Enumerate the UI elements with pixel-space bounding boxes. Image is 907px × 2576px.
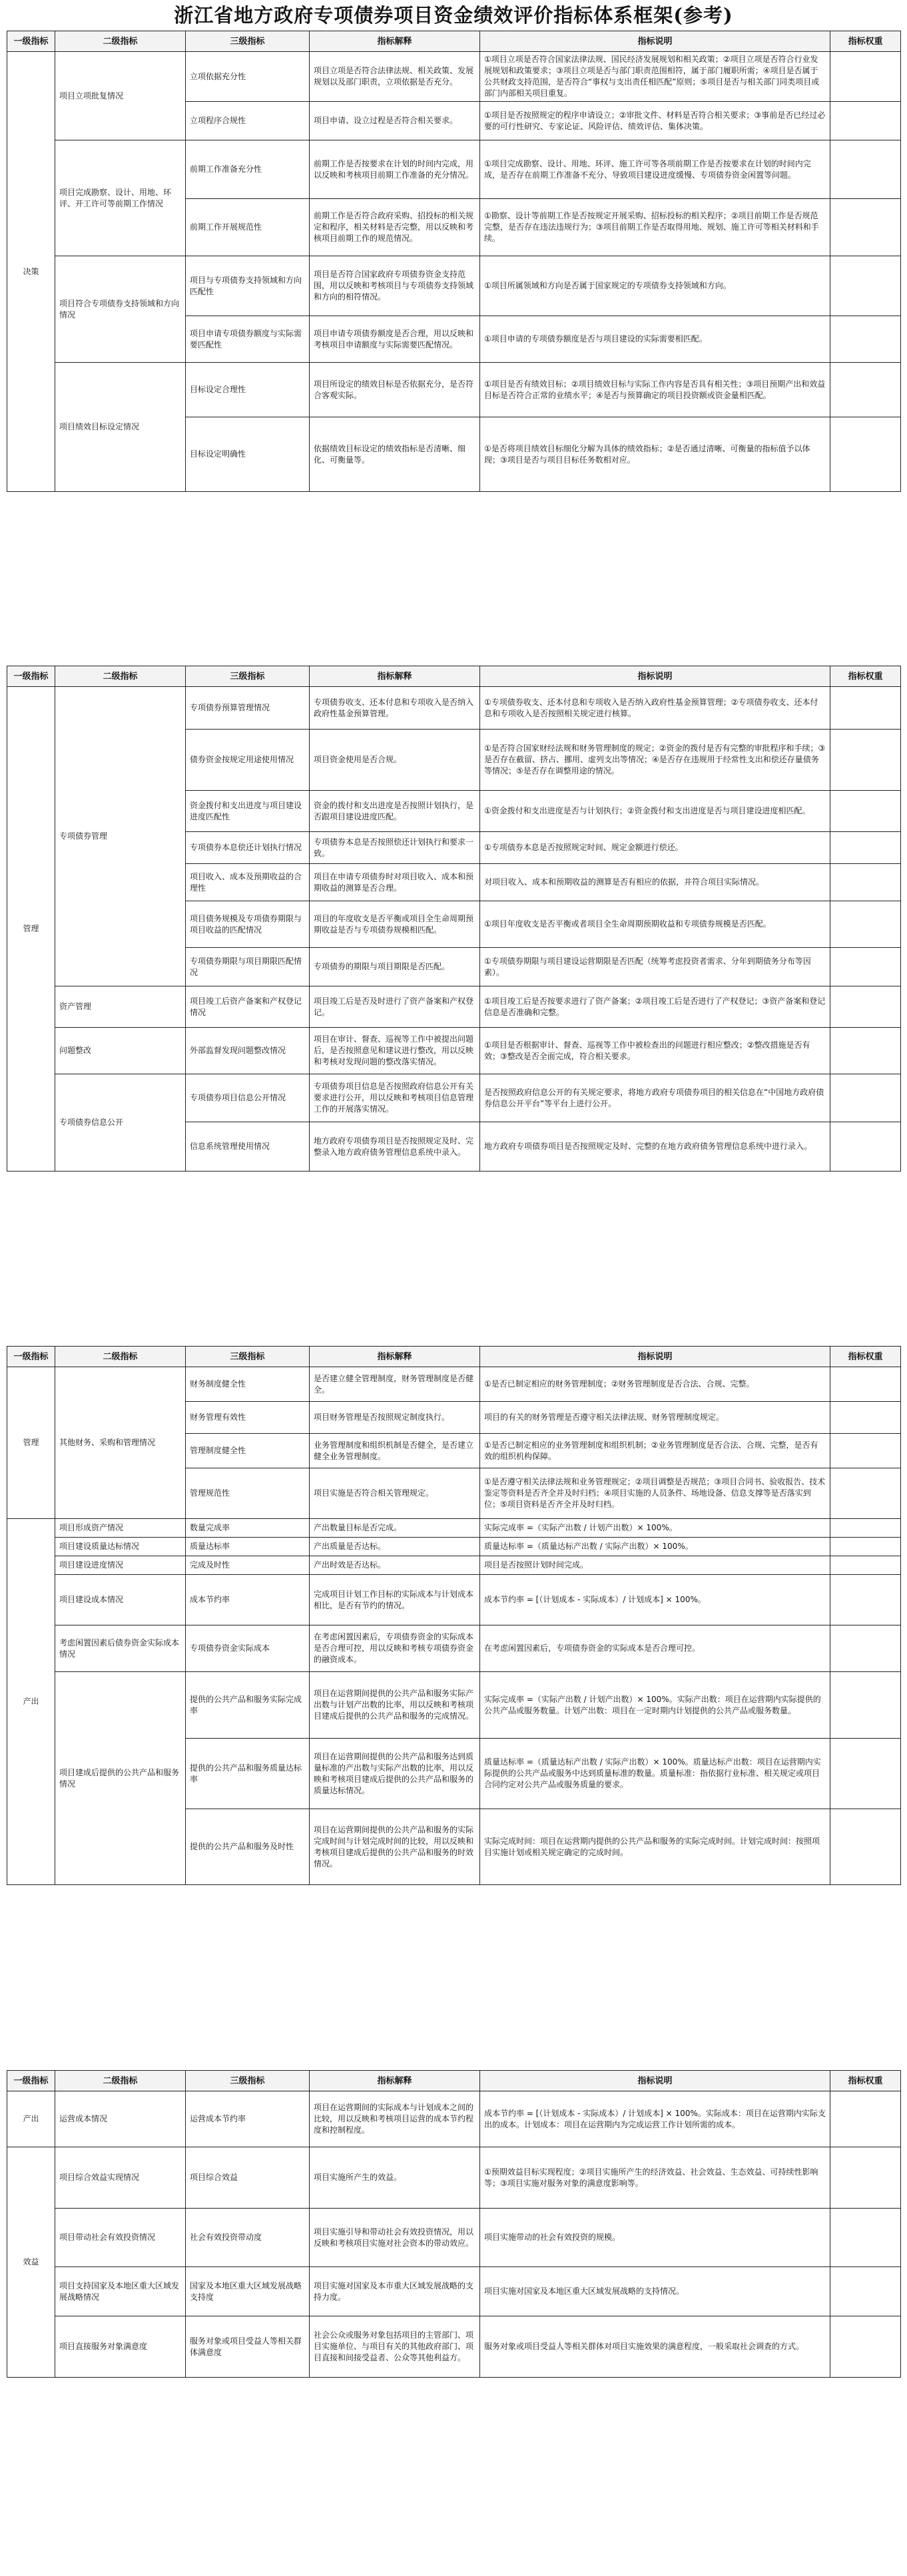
indicator-explanation: 项目是否符合国家政府专项债券资金支持范围，用以反映和考核项目与专项债券支持领域和方向的相符情况。 [310,256,480,316]
level3-indicator: 财务制度健全性 [186,1367,310,1402]
indicator-explanation: 完成项目计划工作目标的实际成本与计划成本相比，是否有节约的情况。 [310,1575,480,1625]
indicator-explanation: 项目在运营期间提供的公共产品和服务实际产出数与计划产出数的比率，用以反映和考核项目建成后提供的公共产品和服务的完成情况。 [310,1672,480,1739]
indicator-description: 成本节约率 = [（计划成本 - 实际成本）/ 计划成本] × 100%。实际成本：项目在运营期内实际支出的成本。计划成本：项目在运营期内为完成运营工作计划所需的成本。 [480,2091,830,2147]
weight-cell [830,199,901,256]
level2-indicator: 项目带动社会有效投资情况 [55,2209,186,2267]
level3-indicator: 项目收入、成本及预期收益的合理性 [186,864,310,901]
level2-indicator: 考虑闲置因素后债券资金实际成本情况 [55,1625,186,1672]
table-row [7,2091,901,2147]
weight-cell [830,2147,901,2209]
level3-indicator: 前期工作准备充分性 [186,140,310,199]
table-row [7,1519,901,1538]
indicator-explanation: 项目立项是否符合法律法规、相关政策、发展规划以及部门职责，立项依据是否充分。 [310,52,480,102]
header-row [7,1347,901,1367]
level2-indicator: 专项债券管理 [55,687,186,986]
weight-cell [830,417,901,492]
table-row [7,1538,901,1556]
level2-indicator: 项目建设成本情况 [55,1575,186,1625]
level3-indicator: 外部监督发现问题整改情况 [186,1028,310,1074]
table-row [7,687,901,730]
indicator-explanation: 地方政府专项债券项目是否按照规定及时、完整录入地方政府债务管理信息系统中录入。 [310,1122,480,1172]
column-header: 指标解释 [310,666,480,687]
indicator-explanation: 产出质量是否达标。 [310,1538,480,1556]
weight-cell [830,1122,901,1172]
indicator-description: ①专项债券本息是否按照规定时间、规定金额进行偿还。 [480,832,830,864]
weight-cell [830,256,901,316]
column-header: 指标权重 [830,1347,901,1367]
weight-cell [830,1519,901,1538]
column-header: 指标说明 [480,666,830,687]
weight-cell [830,1672,901,1739]
column-header: 指标解释 [310,2071,480,2091]
column-header: 指标权重 [830,31,901,52]
level2-indicator: 问题整改 [55,1028,186,1074]
indicator-description: 在考虑闲置因素后，专项债券资金的实际成本是否合理可控。 [480,1625,830,1672]
level3-indicator: 质量达标率 [186,1538,310,1556]
indicator-explanation: 项目竣工后是否及时进行了资产备案和产权登记。 [310,986,480,1028]
indicator-explanation: 项目实施引导和带动社会有效投资情况，用以反映和考核项目实施对社会资本的带动效应。 [310,2209,480,2267]
header-row [7,666,901,687]
indicator-description: ①项目是否有绩效目标；②项目绩效目标与实际工作内容是否具有相关性；③项目预期产出和效益目标是否符合正常的业绩水平；④是否与预算确定的项目投资额或资金量相匹配。 [480,363,830,417]
weight-cell [830,140,901,199]
level2-indicator: 专项债券信息公开 [55,1074,186,1172]
weight-cell [830,1074,901,1122]
indicator-description: 对项目收入、成本和预期收益的测算是否有相应的依据，并符合项目实际情况。 [480,864,830,901]
indicator-description: 实际完成时间：项目在运营期内提供的公共产品和服务的实际完成时间。计划完成时间：按照项目实施计划或相关规定确定的完成时间。 [480,1809,830,1885]
indicator-explanation: 项目的年度收支是否平衡或项目全生命周期预期收益是否与专项债券规模相匹配。 [310,901,480,948]
column-header: 指标说明 [480,1347,830,1367]
column-header: 指标权重 [830,2071,901,2091]
column-header: 三级指标 [186,2071,310,2091]
table-row [7,2267,901,2316]
level3-indicator: 成本节约率 [186,1575,310,1625]
indicator-explanation: 产出数量目标是否完成。 [310,1519,480,1538]
level2-indicator: 项目综合效益实现情况 [55,2147,186,2209]
weight-cell [830,2209,901,2267]
weight-cell [830,1402,901,1434]
table-row [7,2316,901,2378]
indicator-table-1 [7,31,901,492]
weight-cell [830,316,901,363]
level3-indicator: 信息系统管理使用情况 [186,1122,310,1172]
indicator-description: ①项目完成勘察、设计、用地、环评、施工许可等各项前期工作是否按要求在计划的时间内完成，是否存在前期工作准备不充分、导致项目建设进度缓慢、专项债券资金闲置等问题。 [480,140,830,199]
header-row [7,31,901,52]
weight-cell [830,832,901,864]
level3-indicator: 社会有效投资带动度 [186,2209,310,2267]
indicator-description: ①专项债券收支、还本付息和专项收入是否纳入政府性基金预算管理；②专项债券收支、还本付息和专项收入是否按照相关规定进行核算。 [480,687,830,730]
level2-indicator: 项目完成勘察、设计、用地、环评、开工许可等前期工作情况 [55,140,186,256]
indicator-description: 实际完成率 =（实际产出数 / 计划产出数）× 100%。实际产出数：项目在运营期内实际提供的公共产品或服务数量。计划产出数：项目在一定时期内计划提供的公共产品或服务数量。 [480,1672,830,1739]
indicator-explanation: 产出时效是否达标。 [310,1556,480,1575]
indicator-description: ①专项债券期限与项目建设运营期限是否匹配（统筹考虑投资者需求、分年到期债务分布等因素）。 [480,948,830,986]
level3-indicator: 运营成本节约率 [186,2091,310,2147]
weight-cell [830,363,901,417]
level2-indicator: 项目建成后提供的公共产品和服务情况 [55,1672,186,1885]
level3-indicator: 项目综合效益 [186,2147,310,2209]
indicator-table-4 [7,2070,901,2378]
level3-indicator: 专项债券预算管理情况 [186,687,310,730]
level3-indicator: 专项债券资金实际成本 [186,1625,310,1672]
weight-cell [830,1739,901,1809]
column-header: 指标权重 [830,666,901,687]
weight-cell [830,52,901,102]
weight-cell [830,1538,901,1556]
indicator-explanation: 前期工作是否符合政府采购、招投标的相关规定和程序，相关材料是否完整，用以反映和考核项目前期工作的规范情况。 [310,199,480,256]
weight-cell [830,864,901,901]
level2-indicator: 项目形成资产情况 [55,1519,186,1538]
level1-indicator: 产出 [7,1519,55,1885]
column-header: 三级指标 [186,1347,310,1367]
table-row [7,1625,901,1672]
indicator-explanation: 项目财务管理是否按照规定制度执行。 [310,1402,480,1434]
table-row [7,256,901,316]
table-row [7,1074,901,1122]
weight-cell [830,1625,901,1672]
header-row [7,2071,901,2091]
level3-indicator: 项目与专项债券支持领域和方向匹配性 [186,256,310,316]
indicator-description: ①资金拨付和支出进度是否与计划执行；②资金拨付和支出进度是否与项目建设进度相匹配。 [480,791,830,832]
indicator-description: 项目实施对国家及本地区重大区域发展战略的支持情况。 [480,2267,830,2316]
weight-cell [830,2267,901,2316]
level3-indicator: 完成及时性 [186,1556,310,1575]
weight-cell [830,1434,901,1468]
indicator-description: 项目实施带动的社会有效投资的规模。 [480,2209,830,2267]
level3-indicator: 提供的公共产品和服务质量达标率 [186,1739,310,1809]
level3-indicator: 立项程序合规性 [186,102,310,140]
table-row [7,1367,901,1402]
level3-indicator: 债券资金按规定用途使用情况 [186,730,310,791]
level3-indicator: 国家及本地区重大区域发展战略支持度 [186,2267,310,2316]
level3-indicator: 数量完成率 [186,1519,310,1538]
indicator-explanation: 项目实施是否符合相关管理规定。 [310,1468,480,1519]
indicator-description: ①是否遵守相关法律法规和业务管理规定；②项目调整是否规范；③项目合同书、验收报告、技术鉴定等资料是否齐全并及时归档；④项目实施的人员条件、场地设备、信息支撑等是否落实到位；⑤项目资料是否齐全并及时归档。 [480,1468,830,1519]
indicator-description: ①勘察、设计等前期工作是否按规定开展采购、招标投标的相关程序；②项目前期工作是否规范完整，是否存在违法违规行为；③项目前期工作是否取得用地、规划、施工许可等相关材料和手续。 [480,199,830,256]
level2-indicator: 运营成本情况 [55,2091,186,2147]
level3-indicator: 目标设定合理性 [186,363,310,417]
column-header: 二级指标 [55,31,186,52]
indicator-explanation: 是否建立健全管理制度，财务管理制度是否健全。 [310,1367,480,1402]
weight-cell [830,102,901,140]
table-row [7,2209,901,2267]
indicator-explanation: 资金的拨付和支出进度是否按照计划执行，是否跟项目建设进度匹配。 [310,791,480,832]
column-header: 二级指标 [55,666,186,687]
level1-indicator: 管理 [7,687,55,1172]
indicator-description: ①是否已制定相应的业务管理制度和组织机制；②业务管理制度是否合法、合规、完整，是否有效的组织机构保障。 [480,1434,830,1468]
indicator-table-3 [7,1346,901,1885]
indicator-explanation: 项目在运营期间提供的公共产品和服务的实际完成时间与计划完成时间的比较，用以反映和考核项目建成后提供的公共产品和服务的时效情况。 [310,1809,480,1885]
indicator-explanation: 项目资金使用是否合规。 [310,730,480,791]
indicator-description: 服务对象或项目受益人等相关群体对项目实施效果的满意程度，一般采取社会调查的方式。 [480,2316,830,2378]
indicator-explanation: 项目实施所产生的效益。 [310,2147,480,2209]
indicator-description: ①项目所属领域和方向是否属于国家规定的专项债券支持领域和方向。 [480,256,830,316]
column-header: 一级指标 [7,1347,55,1367]
column-header: 一级指标 [7,666,55,687]
indicator-description: 项目的有关的财务管理是否遵守相关法律法规、财务管理制度规定。 [480,1402,830,1434]
level1-indicator: 产出 [7,2091,55,2147]
level3-indicator: 立项依据充分性 [186,52,310,102]
weight-cell [830,2091,901,2147]
indicator-description: ①项目申请的专项债券额度是否与项目建设的实际需要相匹配。 [480,316,830,363]
indicator-description: 地方政府专项债券项目是否按照规定及时、完整的在地方政府债务管理信息系统中进行录入。 [480,1122,830,1172]
indicator-explanation: 社会公众或服务对象包括项目的主管部门、项目实施单位、与项目有关的其他政府部门、项目直接和间接受益者、公众等其他利益方。 [310,2316,480,2378]
page-title: 浙江省地方政府专项债券项目资金绩效评价指标体系框架(参考) [174,4,733,27]
indicator-explanation: 前期工作是否按要求在计划的时间内完成，用以反映和考核项目前期工作准备的充分情况。 [310,140,480,199]
level3-indicator: 资金拨付和支出进度与项目建设进度匹配性 [186,791,310,832]
indicator-description: 质量达标率 =（质量达标产出数 / 实际产出数）× 100%。质量达标产出数：项目在运营期内实际提供的公共产品或服务中达到质量标准的数量。质量标准：指依据行业标准、相关规定或项目合同约定对公共产品或服务质量的要求。 [480,1739,830,1809]
indicator-explanation: 专项债券的期限与项目期限是否匹配。 [310,948,480,986]
indicator-explanation: 项目在审计、督查、巡视等工作中被提出问题后，是否按照意见和建议进行整改，用以反映和考核对发现问题的整改落实情况。 [310,1028,480,1074]
indicator-description: ①是否符合国家财经法规和财务管理制度的规定；②资金的拨付是否有完整的审批程序和手续；③是否存在截留、挤占、挪用、虚列支出等情况；④是否存在违规用于经常性支出和偿还存量债务等情况；⑤是否存在调整用途的情况。 [480,730,830,791]
level3-indicator: 服务对象或项目受益人等相关群体满意度 [186,2316,310,2378]
weight-cell [830,687,901,730]
level3-indicator: 项目债务规模及专项债券期限与项目收益的匹配情况 [186,901,310,948]
column-header: 三级指标 [186,31,310,52]
indicator-explanation: 项目申请、设立过程是否符合相关要求。 [310,102,480,140]
column-header: 指标解释 [310,31,480,52]
level3-indicator: 财务管理有效性 [186,1402,310,1434]
weight-cell [830,1028,901,1074]
weight-cell [830,986,901,1028]
level2-indicator: 项目立项批复情况 [55,52,186,140]
level3-indicator: 专项债券项目信息公开情况 [186,1074,310,1122]
weight-cell [830,2316,901,2378]
indicator-explanation: 业务管理制度和组织机制是否健全，是否建立健全业务管理制度。 [310,1434,480,1468]
indicator-explanation: 项目实施对国家及本市重大区域发展战略的支持力度。 [310,2267,480,2316]
weight-cell [830,1575,901,1625]
indicator-description: ①项目是否按照规定的程序申请设立；②审批文件、材料是否符合相关要求；③事前是否已经过必要的可行性研究、专家论证、风险评估、绩效评估、集体决策。 [480,102,830,140]
column-header: 一级指标 [7,2071,55,2091]
level3-indicator: 项目申请专项债券额度与实际需要匹配性 [186,316,310,363]
indicator-explanation: 专项债券项目信息是否按照政府信息公开有关要求进行公开，用以反映和考核项目信息管理工作的开展落实情况。 [310,1074,480,1122]
level3-indicator: 专项债券期限与项目期限匹配情况 [186,948,310,986]
indicator-description: ①是否已制定相应的财务管理制度；②财务管理制度是否合法、合规、完整。 [480,1367,830,1402]
indicator-description: ①项目是否根据审计、督查、巡视等工作中被检查出的问题进行相应整改；②整改措施是否有效；③整改是否全面完成，符合相关要求。 [480,1028,830,1074]
indicator-description: 是否按照政府信息公开的有关规定要求，将地方政府专项债券项目的相关信息在“中国地方政府债券信息公开平台”等平台上进行公开。 [480,1074,830,1122]
level2-indicator: 其他财务、采购和管理情况 [55,1367,186,1519]
level1-indicator: 决策 [7,52,55,492]
indicator-explanation: 项目在申请专项债券时对项目收入、成本和预期收益的测算是否合理。 [310,864,480,901]
indicator-explanation: 专项债券收支、还本付息和专项收入是否纳入政府性基金预算管理。 [310,687,480,730]
indicator-explanation: 项目在运营期间的实际成本与计划成本之间的比较，用以反映和考核项目运营的成本节约程度和控制程度。 [310,2091,480,2147]
level2-indicator: 项目符合专项债券支持领域和方向情况 [55,256,186,363]
table-row [7,1028,901,1074]
indicator-description: ①项目立项是否符合国家法律法规、国民经济发展规划和相关政策；②项目立项是否符合行业发展规划和政策要求；③项目立项是否与部门职责范围相符，属于部门履职所需；④项目是否属于公共财政支持范围，是否符合“事权与支出责任相匹配”原则；⑤项目是否与相关部门同类项目或部门内部相关项目重复。 [480,52,830,102]
indicator-description: ①是否将项目绩效目标细化分解为具体的绩效指标；②是否通过清晰、可衡量的指标值予以体现；③项目是否与项目目标任务数相对应。 [480,417,830,492]
indicator-explanation: 项目申请专项债券额度是否合理，用以反映和考核项目申请额度与实际需要匹配情况。 [310,316,480,363]
indicator-explanation: 依据绩效目标设定的绩效指标是否清晰、细化、可衡量等。 [310,417,480,492]
column-header: 指标解释 [310,1347,480,1367]
indicator-description: 项目是否按照计划时间完成。 [480,1556,830,1575]
level3-indicator: 目标设定明确性 [186,417,310,492]
level2-indicator: 资产管理 [55,986,186,1028]
table-row [7,363,901,417]
indicator-description: 实际完成率 =（实际产出数 / 计划产出数）× 100%。 [480,1519,830,1538]
table-row [7,140,901,199]
column-header: 指标说明 [480,2071,830,2091]
column-header: 三级指标 [186,666,310,687]
table-row [7,986,901,1028]
weight-cell [830,901,901,948]
level3-indicator: 项目竣工后资产备案和产权登记情况 [186,986,310,1028]
table-row [7,2147,901,2209]
level3-indicator: 提供的公共产品和服务及时性 [186,1809,310,1885]
indicator-description: ①项目竣工后是否按要求进行了资产备案；②项目竣工后是否进行了产权登记；③资产备案和登记信息是否准确和完整。 [480,986,830,1028]
column-header: 二级指标 [55,2071,186,2091]
indicator-description: ①项目年度收支是否平衡或者项目全生命周期预期收益和专项债券规模是否匹配。 [480,901,830,948]
indicator-description: 质量达标率 =（质量达标产出数 / 实际产出数）× 100%。 [480,1538,830,1556]
level2-indicator: 项目直接服务对象满意度 [55,2316,186,2378]
level1-indicator: 效益 [7,2147,55,2378]
column-header: 一级指标 [7,31,55,52]
level3-indicator: 专项债券本息偿还计划执行情况 [186,832,310,864]
indicator-explanation: 在考虑闲置因素后，专项债券资金的实际成本是否合理可控，用以反映和考核专项债券资金的融资成本。 [310,1625,480,1672]
indicator-description: ①预期效益目标实现程度；②项目实施所产生的经济效益、社会效益、生态效益、可持续性影响等；③项目实施对服务对象的满意度影响等。 [480,2147,830,2209]
weight-cell [830,730,901,791]
column-header: 指标说明 [480,31,830,52]
level1-indicator: 管理 [7,1367,55,1519]
table-row [7,1556,901,1575]
weight-cell [830,791,901,832]
level3-indicator: 管理制度健全性 [186,1434,310,1468]
level2-indicator: 项目支持国家及本地区重大区域发展战略情况 [55,2267,186,2316]
level2-indicator: 项目建设质量达标情况 [55,1538,186,1556]
level3-indicator: 提供的公共产品和服务实际完成率 [186,1672,310,1739]
column-header: 二级指标 [55,1347,186,1367]
weight-cell [830,1556,901,1575]
weight-cell [830,1468,901,1519]
table-row [7,52,901,102]
indicator-table-2 [7,666,901,1172]
level3-indicator: 前期工作开展规范性 [186,199,310,256]
table-row [7,1575,901,1625]
table-row [7,1672,901,1739]
indicator-explanation: 项目所设定的绩效目标是否依据充分，是否符合客观实际。 [310,363,480,417]
level2-indicator: 项目绩效目标设定情况 [55,363,186,492]
weight-cell [830,1809,901,1885]
indicator-explanation: 专项债券本息是否按照偿还计划执行和要求一致。 [310,832,480,864]
level2-indicator: 项目建设进度情况 [55,1556,186,1575]
weight-cell [830,1367,901,1402]
weight-cell [830,948,901,986]
level3-indicator: 管理规范性 [186,1468,310,1519]
indicator-description: 成本节约率 = [（计划成本 - 实际成本）/ 计划成本] × 100%。 [480,1575,830,1625]
indicator-explanation: 项目在运营期间提供的公共产品和服务达到质量标准的产出数与实际产出数的比率，用以反映和考核项目建成后提供的公共产品和服务的质量达标情况。 [310,1739,480,1809]
